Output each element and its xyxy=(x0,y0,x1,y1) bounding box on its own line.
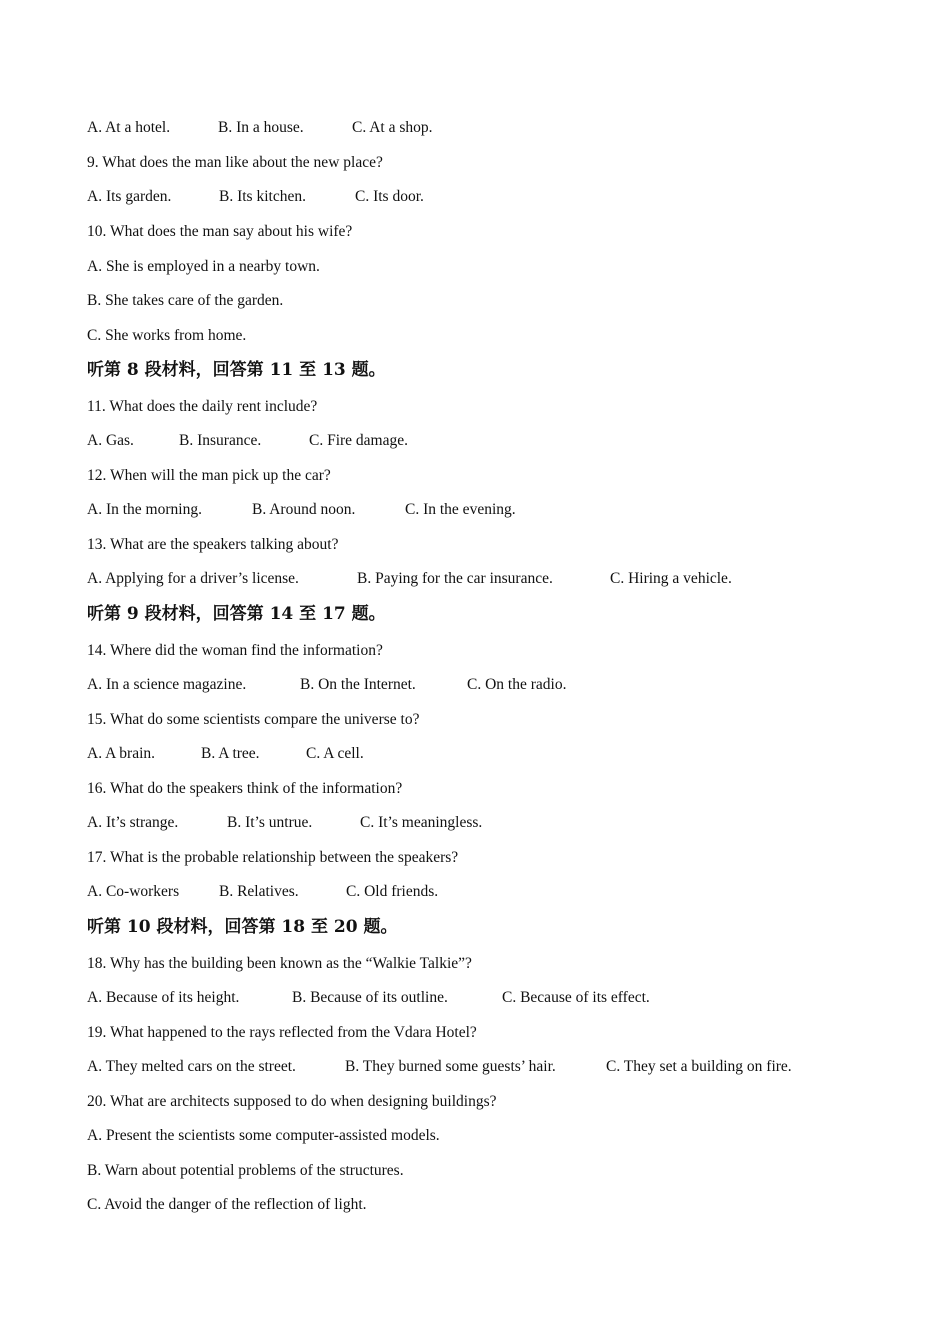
q14-option-a: A. In a science magazine. xyxy=(87,676,247,693)
section-heading-9: 听第 9 段材料，回答第 14 至 17 题。 xyxy=(87,604,386,624)
q11-option-c: C. Fire damage. xyxy=(309,432,409,449)
q16-option-a: A. It’s strange. xyxy=(87,814,179,831)
q10-question: 10. What does the man say about his wife? xyxy=(87,223,353,240)
q9-option-b: B. Its kitchen. xyxy=(219,188,306,205)
q9-option-c: C. Its door. xyxy=(355,188,424,205)
q10-option-a: A. She is employed in a nearby town. xyxy=(87,258,320,275)
q9-option-a: A. Its garden. xyxy=(87,188,172,205)
q17-question: 17. What is the probable relationship between the speakers? xyxy=(87,849,459,866)
q11-option-a: A. Gas. xyxy=(87,432,134,449)
q8-option-b: B. In a house. xyxy=(218,119,304,136)
q8-option-c: C. At a shop. xyxy=(352,119,433,136)
q8-option-a: A. At a hotel. xyxy=(87,119,171,136)
q16-option-c: C. It’s meaningless. xyxy=(360,814,483,831)
q17-option-b: B. Relatives. xyxy=(219,883,299,900)
q19-question: 19. What happened to the rays reflected from the Vdara Hotel? xyxy=(87,1024,477,1041)
q13-option-c: C. Hiring a vehicle. xyxy=(610,570,732,587)
q20-question: 20. What are architects supposed to do when designing buildings? xyxy=(87,1093,497,1110)
q12-question: 12. When will the man pick up the car? xyxy=(87,467,331,484)
q18-option-b: B. Because of its outline. xyxy=(292,989,448,1006)
q20-option-b: B. Warn about potential problems of the structures. xyxy=(87,1162,404,1179)
q12-option-b: B. Around noon. xyxy=(252,501,356,518)
q18-question: 18. Why has the building been known as the “Walkie Talkie”? xyxy=(87,955,472,972)
q15-option-a: A. A brain. xyxy=(87,745,156,762)
q11-option-b: B. Insurance. xyxy=(179,432,262,449)
q15-option-b: B. A tree. xyxy=(201,745,260,762)
q14-question: 14. Where did the woman find the information? xyxy=(87,642,383,659)
q13-option-b: B. Paying for the car insurance. xyxy=(357,570,553,587)
q14-option-b: B. On the Internet. xyxy=(300,676,416,693)
q18-option-c: C. Because of its effect. xyxy=(502,989,650,1006)
section-heading-8: 听第 8 段材料，回答第 11 至 13 题。 xyxy=(87,360,386,380)
q11-question: 11. What does the daily rent include? xyxy=(87,398,318,415)
q15-option-c: C. A cell. xyxy=(306,745,364,762)
q19-option-c: C. They set a building on fire. xyxy=(606,1058,792,1075)
q10-option-b: B. She takes care of the garden. xyxy=(87,292,284,309)
q19-option-b: B. They burned some guests’ hair. xyxy=(345,1058,556,1075)
q17-option-c: C. Old friends. xyxy=(346,883,439,900)
q17-option-a: A. Co-workers xyxy=(87,883,180,900)
q10-option-c: C. She works from home. xyxy=(87,327,247,344)
q20-option-c: C. Avoid the danger of the reflection of light. xyxy=(87,1196,367,1213)
q13-option-a: A. Applying for a driver’s license. xyxy=(87,570,299,587)
q9-question: 9. What does the man like about the new place? xyxy=(87,154,383,171)
q13-question: 13. What are the speakers talking about? xyxy=(87,536,339,553)
q16-option-b: B. It’s untrue. xyxy=(227,814,313,831)
q16-question: 16. What do the speakers think of the information? xyxy=(87,780,403,797)
section-heading-10: 听第 10 段材料，回答第 18 至 20 题。 xyxy=(87,917,398,937)
q20-option-a: A. Present the scientists some computer-assisted models. xyxy=(87,1127,440,1144)
q15-question: 15. What do some scientists compare the universe to? xyxy=(87,711,420,728)
q19-option-a: A. They melted cars on the street. xyxy=(87,1058,296,1075)
q12-option-c: C. In the evening. xyxy=(405,501,516,518)
q14-option-c: C. On the radio. xyxy=(467,676,567,693)
q12-option-a: A. In the morning. xyxy=(87,501,202,518)
q18-option-a: A. Because of its height. xyxy=(87,989,240,1006)
